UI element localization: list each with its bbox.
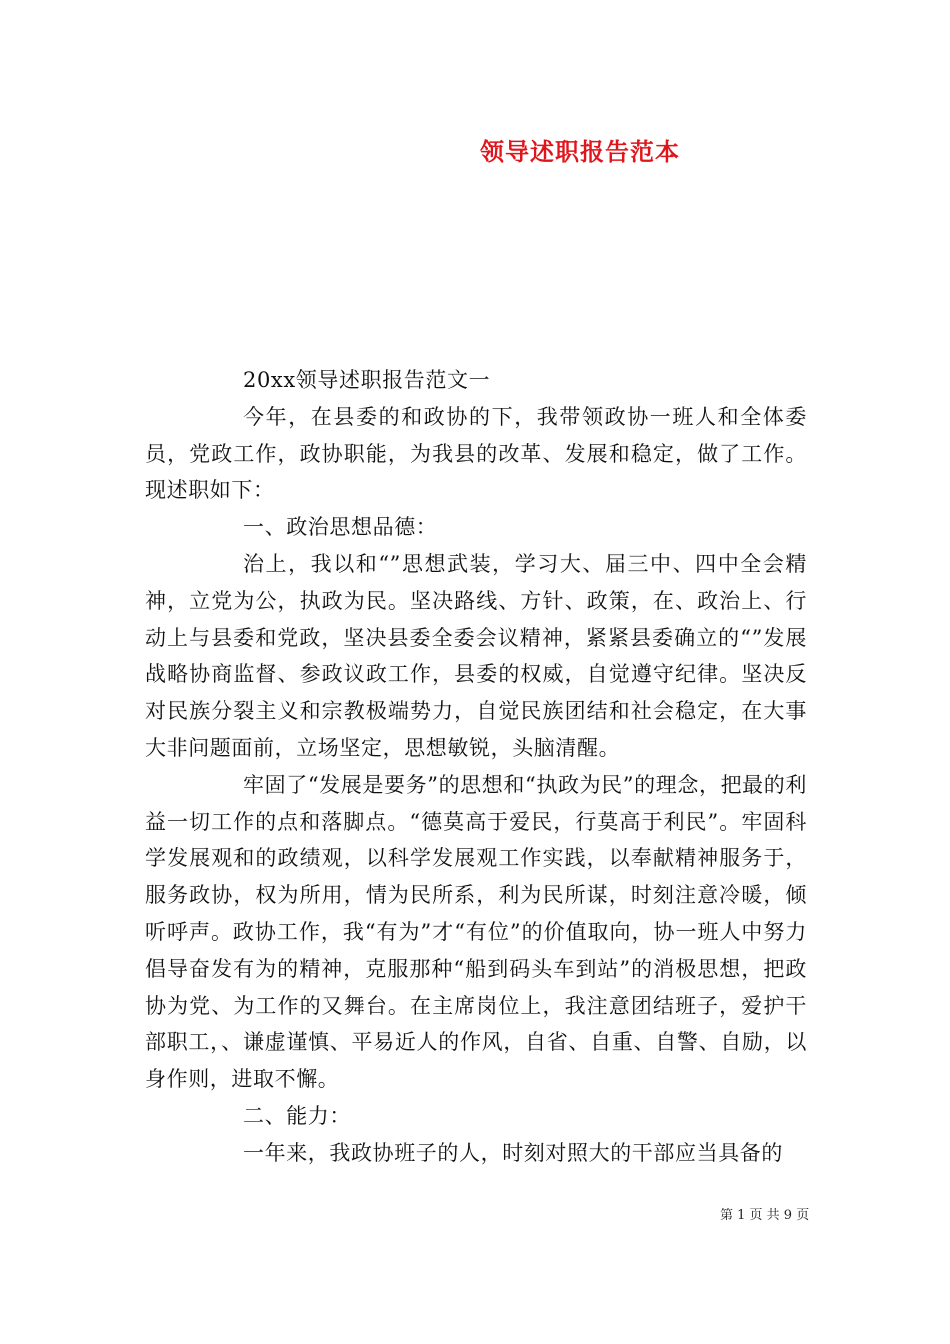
section-heading-intro: 20xx领导述职报告范文一 [243, 368, 491, 392]
paragraph-ability: 一年来，我政协班子的人，时刻对照大的干部应当具备的 [243, 1140, 783, 1165]
document-title: 领导述职报告范本 [480, 137, 680, 166]
paragraph-politics: 治上，我以和“”思想武装，学习大、届三中、四中全会精神，立党为公，执政为民。坚决路线、方针、政策，在、政治上、行动上与县委和党政，坚决县委全委会议精神，紧紧县委确立的“”发展战略协商监督、参政议政工作，县委的权威，自觉遵守纪律。坚决反对民族分裂主义和宗教极端势力，自觉民族团结和社会稳定，在大事大非问题面前，立场坚定，思想敏锐，头脑清醒。 [145, 551, 807, 760]
paragraph-development: 牢固了“发展是要务”的思想和“执政为民”的理念，把最的利益一切工作的点和落脚点。“德莫高于爱民，行莫高于利民”。牢固科学发展观和的政绩观，以科学发展观工作实践，以奉献精神服务于，服务政协，权为所用，情为民所系，利为民所谋，时刻注意冷暖，倾听呼声。政协工作，我“有为”才“有位”的价值取向，协一班人中努力倡导奋发有为的精神，克服那种“船到码头车到站”的消极思想，把政协为党、为工作的又舞台。在主席岗位上，我注意团结班子，爱护干部职工，、谦虚谨慎、平易近人的作风，自省、自重、自警、自励，以身作则，进取不懈。 [145, 772, 807, 1092]
document-body [145, 362, 807, 1172]
section-heading-politics: 一、政治思想品德： [243, 515, 438, 540]
page-number-footer: 第 1 页 共 9 页 [720, 1208, 810, 1223]
section-heading-ability: 二、能力： [243, 1103, 351, 1128]
paragraph-opening: 今年，在县委的和政协的下，我带领政协一班人和全体委员，党政工作，政协职能，为我县的改革、发展和稳定，做了工作。现述职如下： [145, 404, 807, 503]
